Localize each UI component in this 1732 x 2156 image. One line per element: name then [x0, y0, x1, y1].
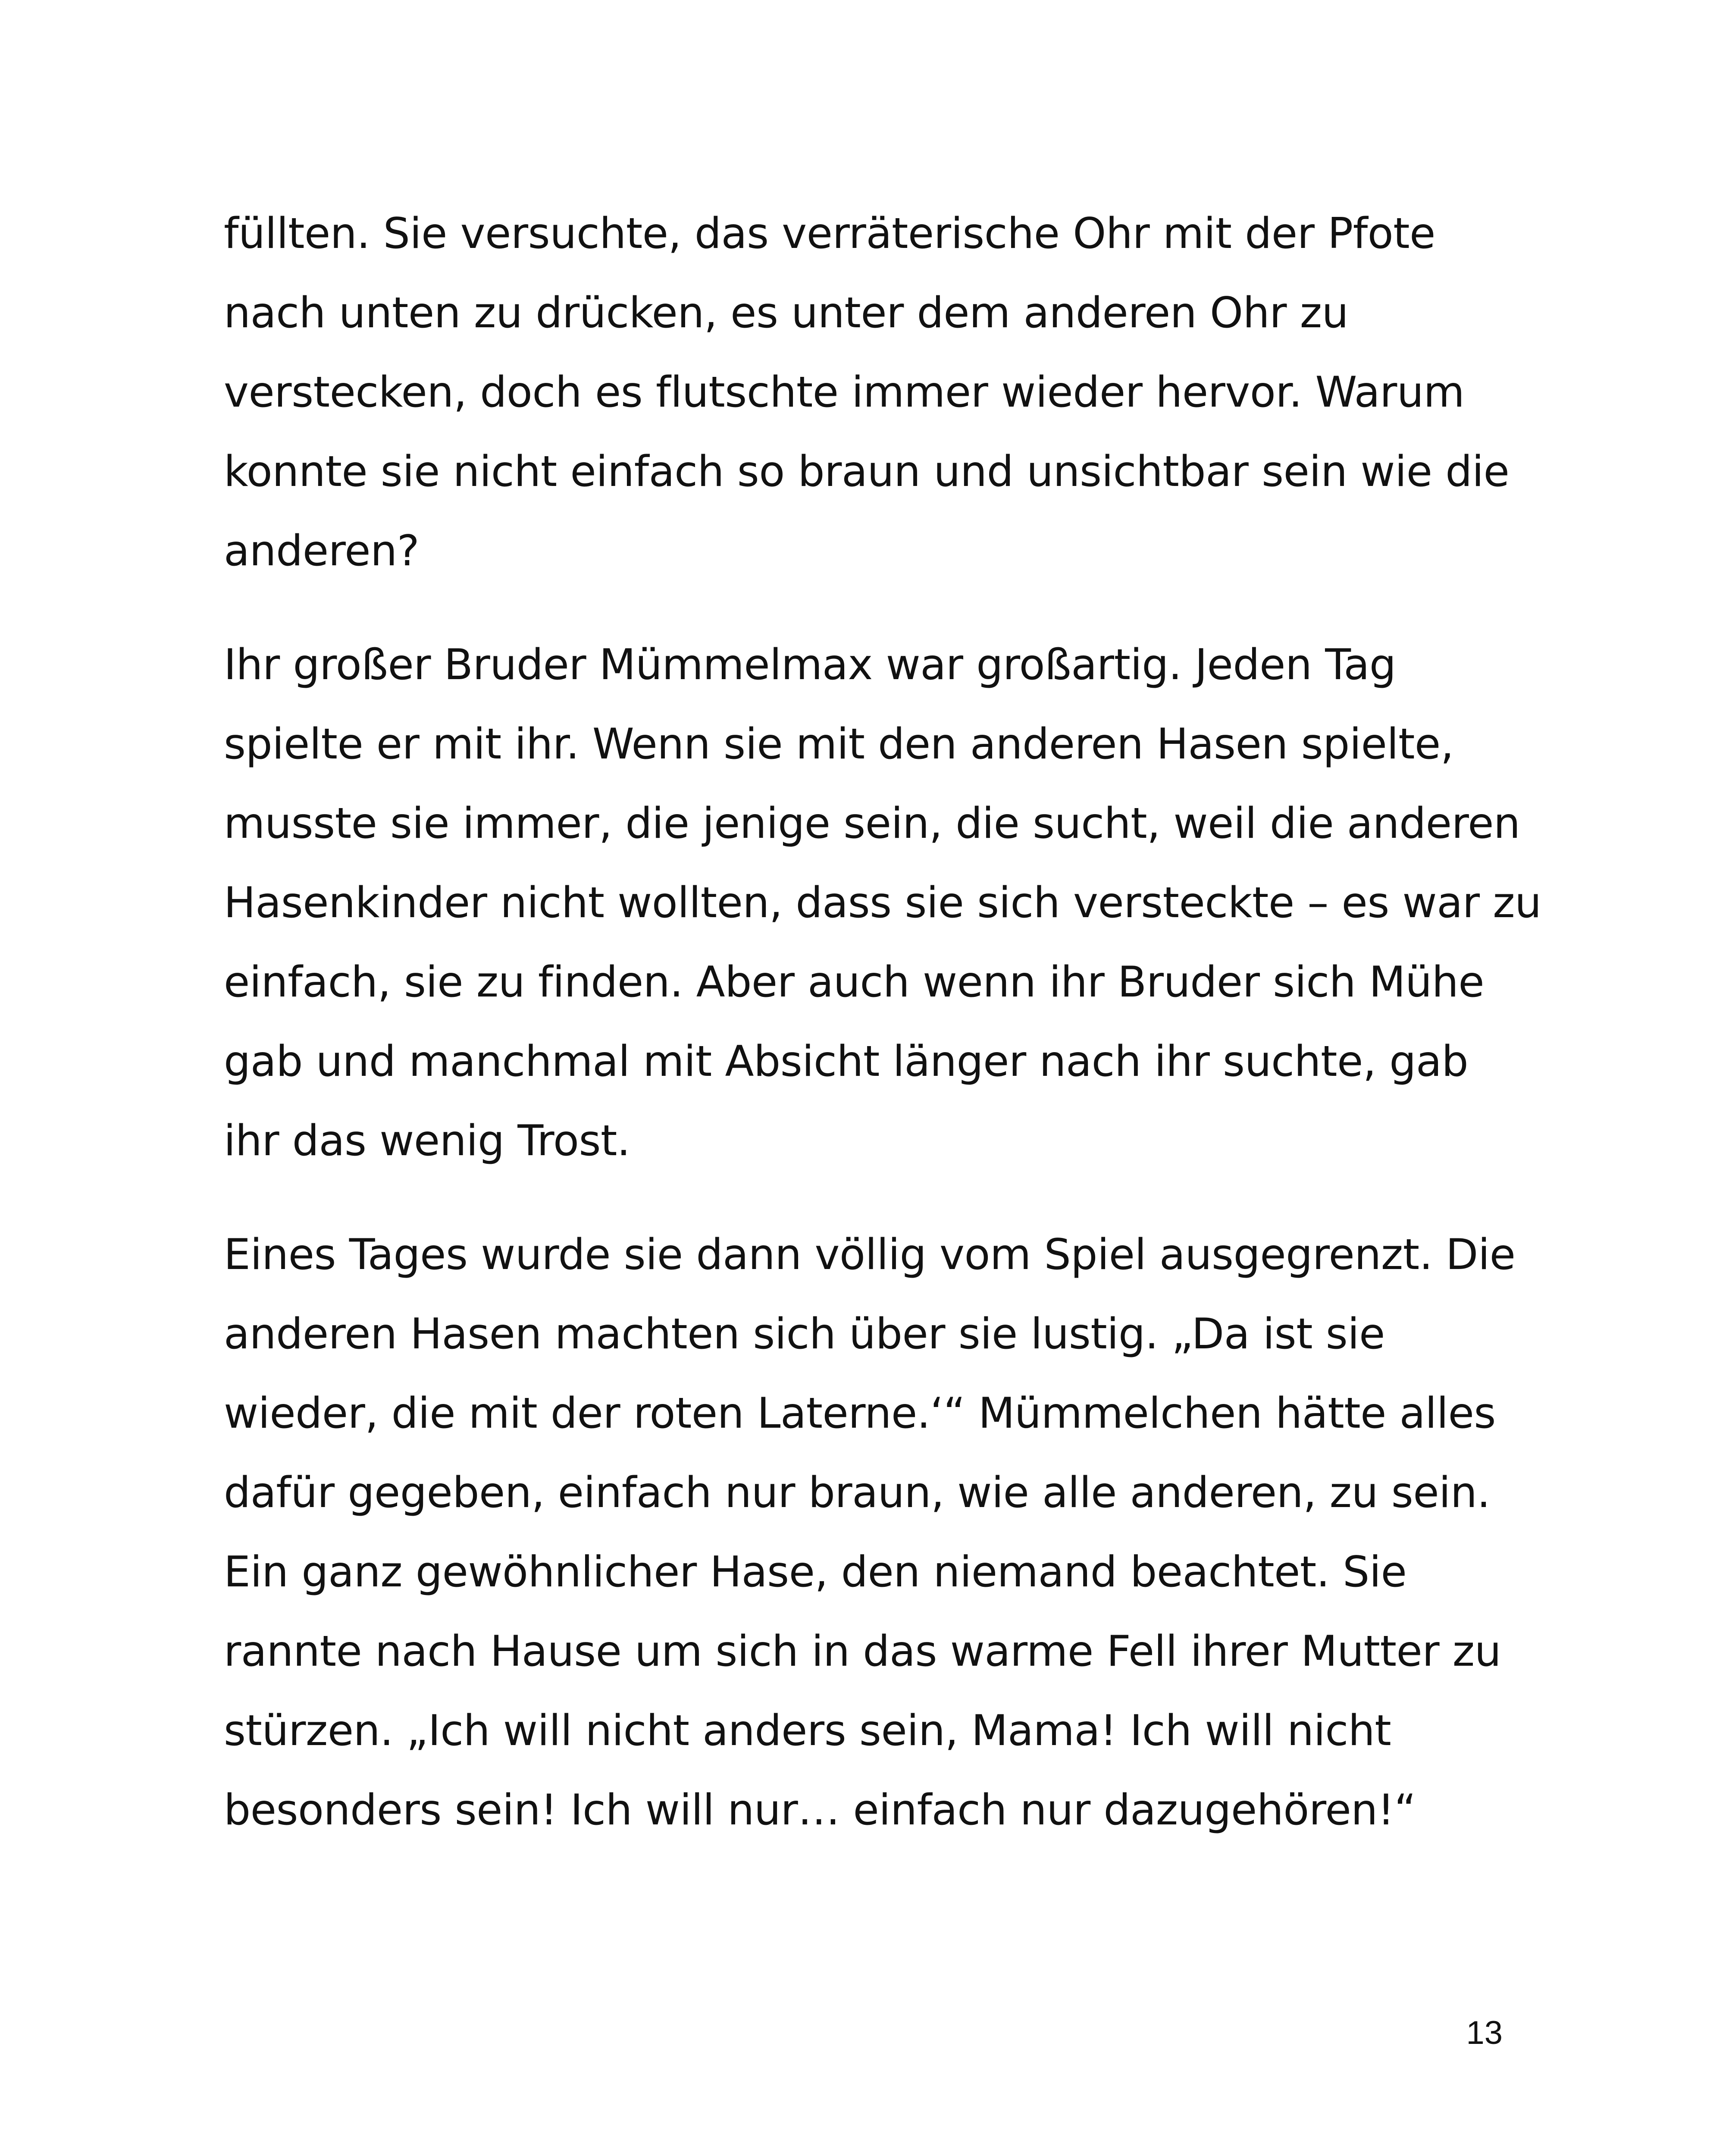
paragraph-2	[224, 625, 1541, 1181]
text-line: stürzen. „Ich will nicht anders sein, Mama! Ich will nicht	[224, 1706, 1391, 1755]
text-line: anderen Hasen machten sich über sie lustig. „Da ist sie	[224, 1310, 1385, 1359]
text-line: ihr das wenig Trost.	[224, 1116, 630, 1166]
text-line: einfach, sie zu finden. Aber auch wenn ihr Bruder sich Mühe	[224, 958, 1485, 1007]
text-line: spielte er mit ihr. Wenn sie mit den anderen Hasen spielte,	[224, 720, 1454, 769]
paragraph-3	[224, 1215, 1517, 1850]
text-line: Eines Tages wurde sie dann völlig vom Spiel ausgegrenzt. Die	[224, 1230, 1516, 1279]
text-line: Ein ganz gewöhnlicher Hase, den niemand beachtet. Sie	[224, 1548, 1407, 1597]
text-line: rannte nach Hause um sich in das warme Fell ihrer Mutter zu	[224, 1627, 1501, 1676]
text-line: besonders sein! Ich will nur… einfach nur dazugehören!“	[224, 1786, 1416, 1835]
text-line: verstecken, doch es flutschte immer wieder hervor. Warum	[224, 368, 1465, 417]
text-line: füllten. Sie versuchte, das verräterische Ohr mit der Pfote	[224, 209, 1435, 258]
text-line: anderen?	[224, 526, 420, 576]
text-line: Hasenkinder nicht wollten, dass sie sich versteckte – es war zu	[224, 878, 1541, 928]
paragraph-1	[224, 194, 1517, 591]
text-line: musste sie immer, die jenige sein, die sucht, weil die anderen	[224, 799, 1520, 848]
text-line: dafür gegeben, einfach nur braun, wie alle anderen, zu sein.	[224, 1468, 1491, 1517]
text-line: Ihr großer Bruder Mümmelmax war großartig. Jeden Tag	[224, 640, 1396, 689]
page-number: 13	[1466, 2015, 1503, 2051]
text-line: gab und manchmal mit Absicht länger nach ihr suchte, gab	[224, 1037, 1469, 1086]
text-line: konnte sie nicht einfach so braun und unsichtbar sein wie die	[224, 447, 1510, 496]
text-line: wieder, die mit der roten Laterne.‘“ Mümmelchen hätte alles	[224, 1389, 1496, 1438]
body-text	[224, 194, 1541, 1884]
text-line: nach unten zu drücken, es unter dem anderen Ohr zu	[224, 288, 1349, 338]
